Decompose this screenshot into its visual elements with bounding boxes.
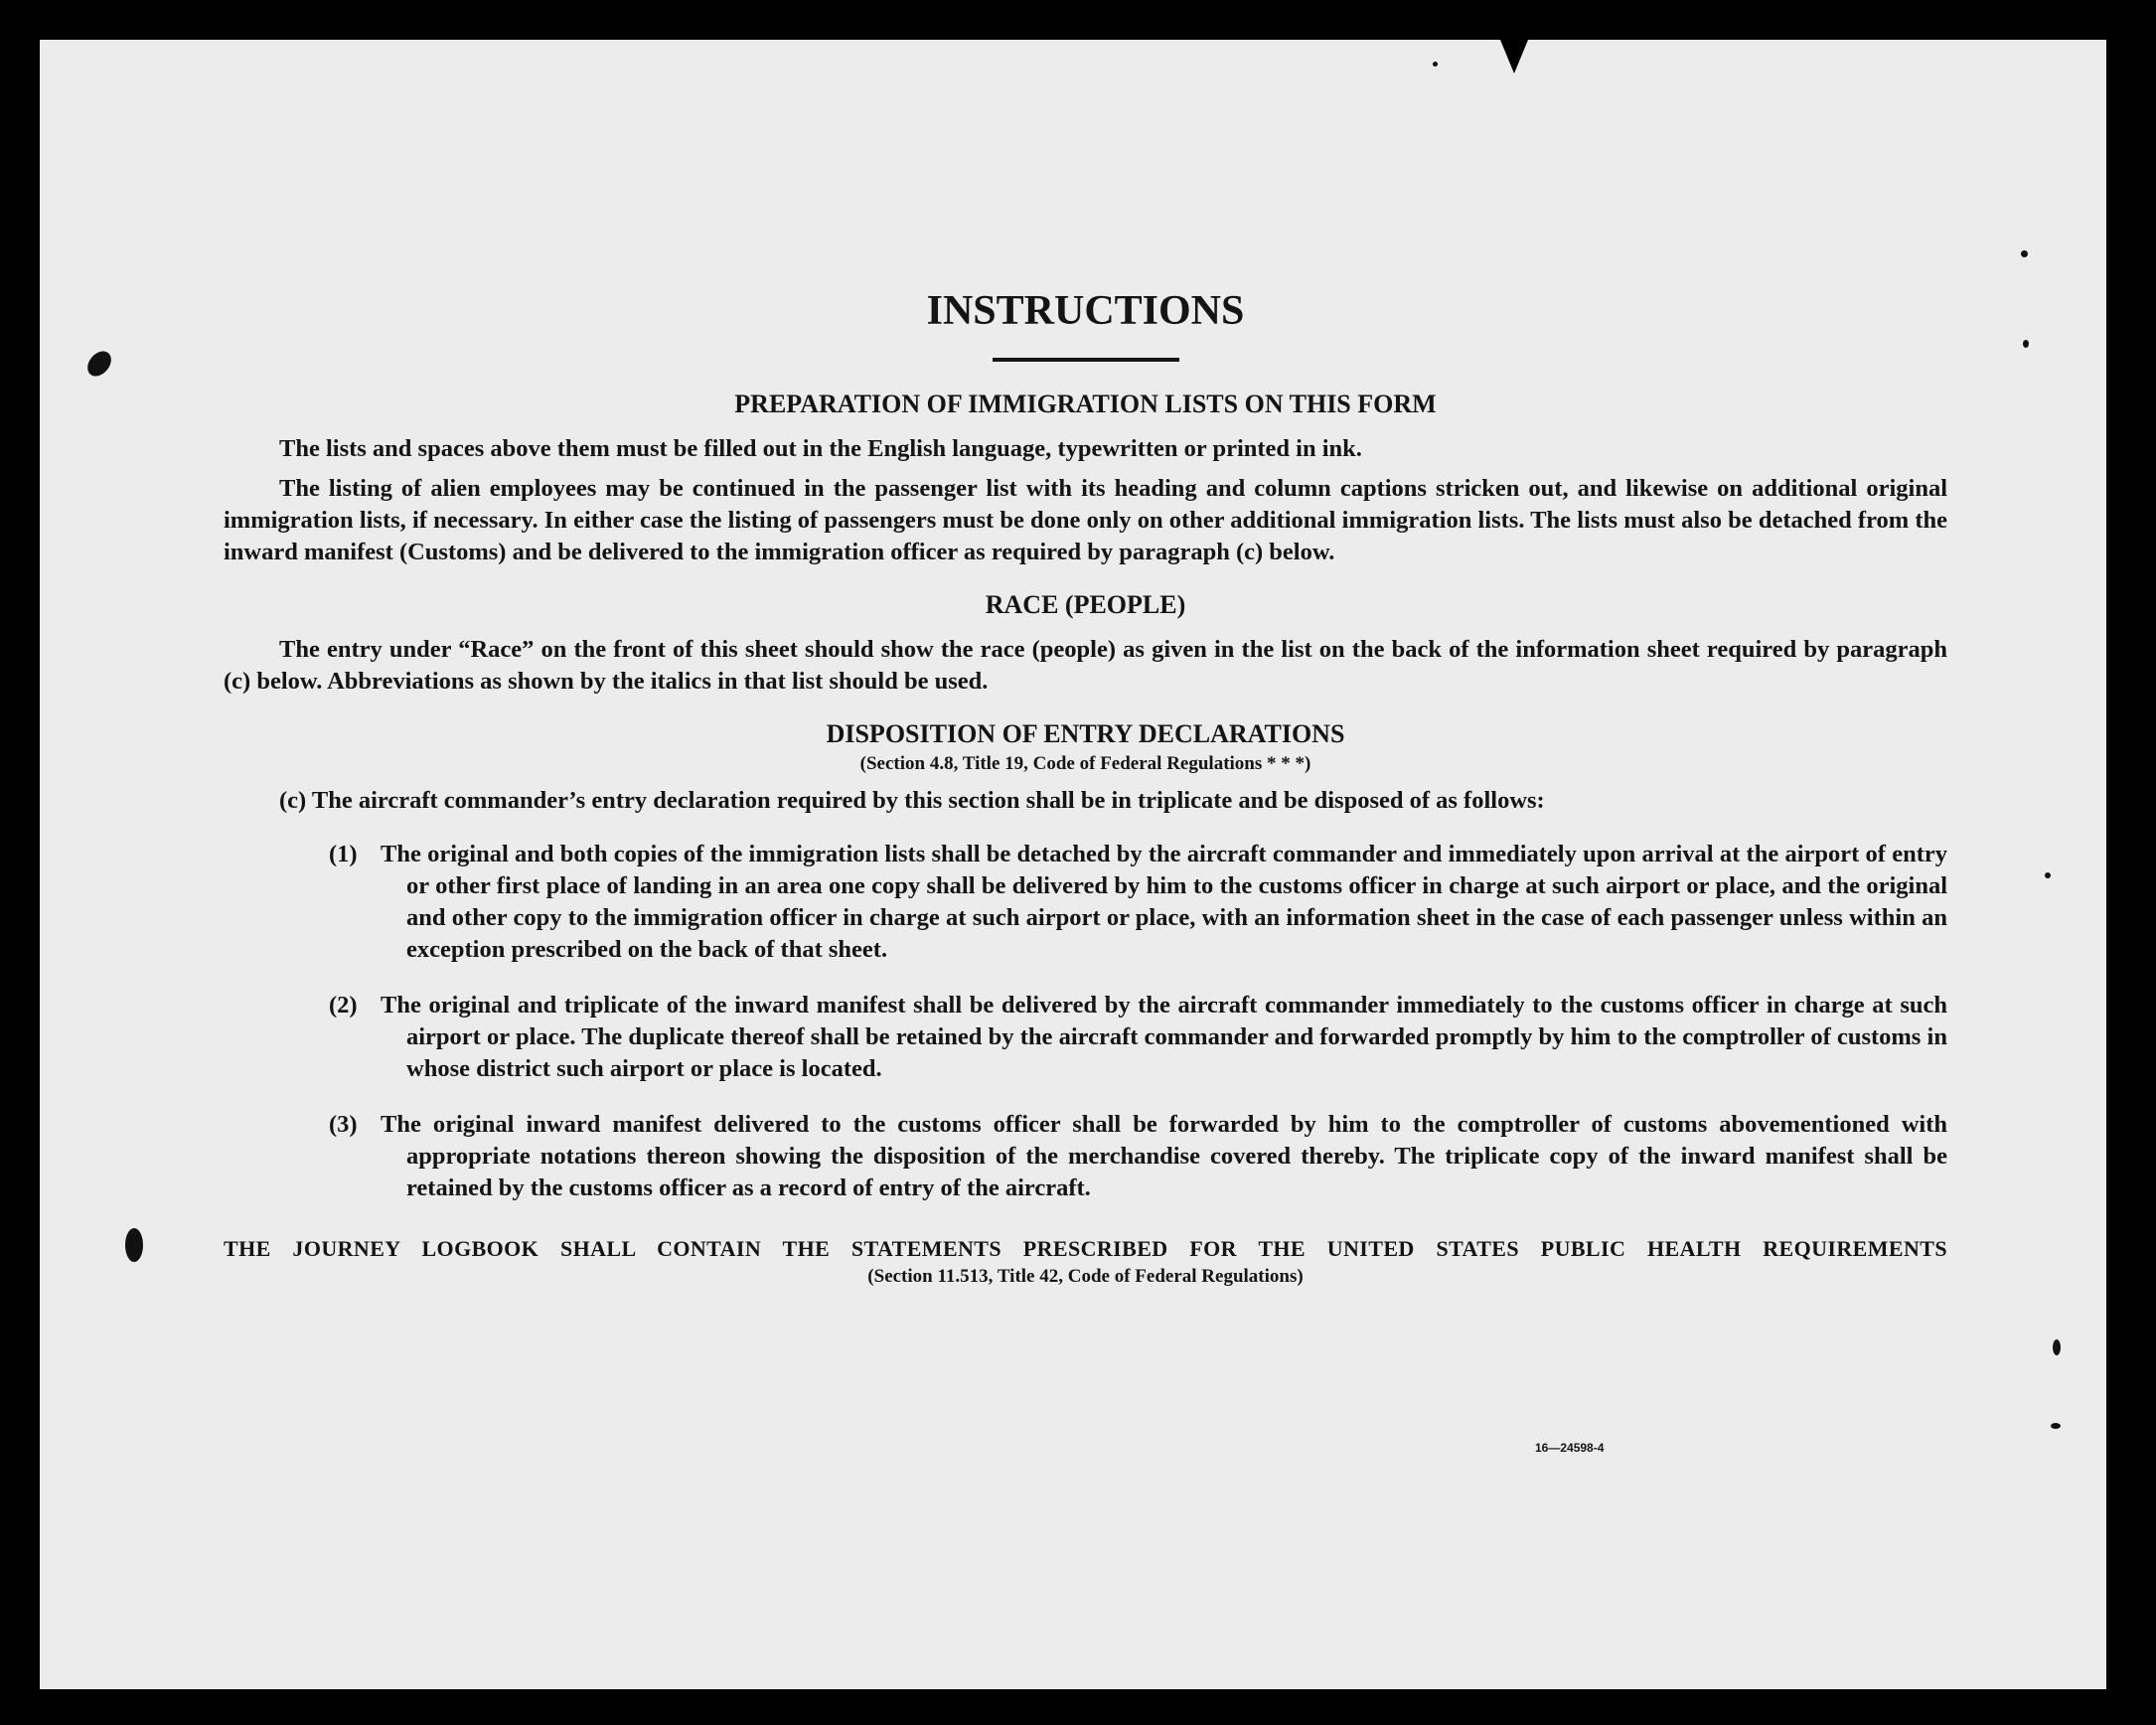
ink-speck [125, 1228, 143, 1262]
section-disposition [224, 719, 1947, 1204]
ink-speck [1433, 62, 1438, 67]
item-text: The original and triplicate of the inward manifest shall be delivered by the aircraft commander immediately to the customs officer in charge at such airport or place. The duplicate thereof shall be retained by the aircraft commander and forwarded promptly by him to the comptroller of customs in whose district such airport or place is located. [381, 992, 1947, 1083]
section-heading: RACE (PEOPLE) [985, 590, 1186, 620]
section-heading: PREPARATION OF IMMIGRATION LISTS ON THIS FORM [734, 390, 1437, 419]
ink-speck [82, 347, 115, 381]
paragraph: The lists and spaces above them must be filled out in the English language, typewritten or printed in ink. [279, 435, 1362, 463]
section-preparation [224, 390, 1947, 568]
section-race [224, 590, 1947, 698]
paragraph-c-intro: (c) The aircraft commander’s entry declaration required by this section shall be in triplicate and be disposed of as follows: [279, 787, 1545, 815]
section-heading: DISPOSITION OF ENTRY DECLARATIONS [826, 719, 1345, 749]
list-item [224, 1109, 1947, 1204]
item-text: The original and both copies of the immigration lists shall be detached by the aircraft commander and immediately upon arrival at the airport of entry or other first place of landing in an area one copy shall be delivered by him to the customs officer in charge at such airport or place, and the original and other copy to the immigration officer in charge at such airport or place, with an information sheet in the case of each passenger unless within an exception prescribed on the back of that sheet. [381, 841, 1947, 964]
page-title: INSTRUCTIONS [926, 288, 1245, 334]
list-item [224, 839, 1947, 966]
ink-speck [2023, 340, 2029, 348]
item-number: (3) [329, 1111, 358, 1139]
footer-citation: (Section 11.513, Title 42, Code of Federal Regulations) [867, 1266, 1304, 1288]
item-text: The original inward manifest delivered to the customs officer shall be forwarded by him to the comptroller of customs abovementioned with appropriate notations thereon showing the disposition of the merchandise covered thereby. The triplicate copy of the inward manifest shall be retained by the customs officer as a record of entry of the aircraft. [381, 1111, 1947, 1202]
ink-speck [2021, 250, 2028, 257]
form-number: 16—24598-4 [1535, 1441, 1605, 1455]
footer-statement: THE JOURNEY LOGBOOK SHALL CONTAIN THE STATEMENTS PRESCRIBED FOR THE UNITED STATES PUBLIC HEALTH REQUIREMENTS [224, 1236, 1947, 1262]
instructions-body [224, 288, 1947, 1288]
section-citation: (Section 4.8, Title 19, Code of Federal Regulations * * *) [859, 753, 1311, 775]
ink-speck [2045, 872, 2051, 878]
item-number: (2) [329, 992, 358, 1019]
paragraph: The entry under “Race” on the front of this sheet should show the race (people) as given in the list on the back of the information sheet required by paragraph (c) below. Abbreviations as shown by the italics in that list should be used. [224, 636, 1947, 696]
item-number: (1) [329, 841, 358, 868]
paragraph: The listing of alien employees may be continued in the passenger list with its heading and column captions stricken out, and likewise on additional original immigration lists, if necessary. In either case the listing of passengers must be done only on other additional immigration lists. The lists must also be detached from the inward manifest (Customs) and be delivered to the immigration officer as required by paragraph (c) below. [224, 475, 1947, 566]
torn-corner [1500, 40, 1528, 74]
title-underline [993, 358, 1179, 362]
ink-speck [2053, 1339, 2061, 1355]
ink-speck [2051, 1423, 2061, 1429]
list-item [224, 990, 1947, 1085]
document-page [40, 40, 2106, 1689]
